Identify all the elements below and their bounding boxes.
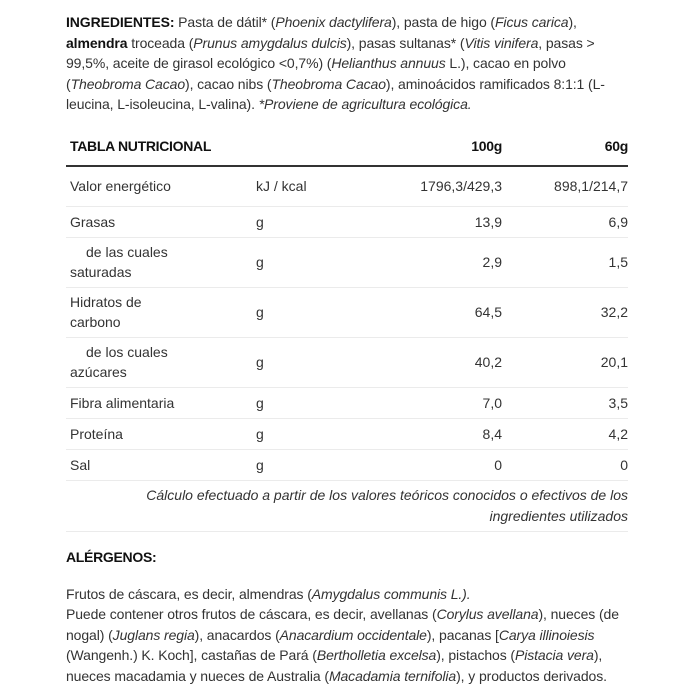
- nutrient-name: Proteína: [66, 418, 256, 449]
- nutrient-name-line2: carbono: [70, 314, 121, 330]
- text-segment: ),: [568, 14, 577, 30]
- value-60g: 32,2: [502, 287, 628, 337]
- table-note-row: [66, 480, 628, 531]
- nutrient-unit: g: [256, 387, 376, 418]
- scientific-name: Anacardium occidentale: [279, 626, 427, 643]
- text-segment: troceada (: [127, 34, 194, 51]
- nutrient-unit: g: [256, 237, 376, 287]
- nutrient-unit: kJ / kcal: [256, 166, 376, 207]
- nutrient-name: Grasas: [66, 206, 256, 237]
- scientific-name: Vitis vinifera: [464, 34, 539, 51]
- table-row-energy: [66, 166, 628, 207]
- value-100g: 40,2: [376, 337, 502, 387]
- scientific-name: Prunus amygdalus dulcis: [193, 34, 347, 51]
- nutrition-table: [66, 129, 628, 532]
- nutrient-name-line1: de las cuales: [86, 244, 168, 260]
- text-segment: ), cacao nibs (: [185, 75, 272, 92]
- table-row-saturated: [66, 237, 628, 287]
- nutrient-name: [66, 337, 256, 387]
- ingredients-label: INGREDIENTES:: [66, 14, 175, 30]
- nutrient-name: Valor energético: [66, 166, 256, 207]
- value-60g: 20,1: [502, 337, 628, 387]
- table-row-fat: [66, 206, 628, 237]
- text-segment: (Wangenh.) K. Koch], castañas de Pará (: [66, 647, 317, 663]
- nutrient-name: [66, 237, 256, 287]
- scientific-name: Corylus avellana: [436, 606, 539, 622]
- nutrient-unit: g: [256, 449, 376, 480]
- text-segment: ), nueces macadamia y nueces de Australia (: [66, 647, 603, 684]
- allergens-paragraph: [66, 584, 628, 687]
- scientific-name: Pistacia vera: [514, 647, 594, 663]
- nutrition-table-title: TABLA NUTRICIONAL: [66, 129, 376, 166]
- calculation-note: Cálculo efectuado a partir de los valores teóricos conocidos o efectivos de los ingredientes utilizados: [66, 480, 628, 531]
- text-segment: ), y productos derivados.: [456, 667, 607, 684]
- allergen-highlight: almendra: [66, 34, 128, 51]
- scientific-name: Juglans regia: [112, 626, 195, 643]
- scientific-name: Ficus carica: [494, 14, 569, 30]
- scientific-name: *Proviene de agricultura ecológica.: [258, 96, 472, 112]
- value-100g: 7,0: [376, 387, 502, 418]
- value-60g: 6,9: [502, 206, 628, 237]
- nutrient-unit: g: [256, 337, 376, 387]
- nutrient-name: Sal: [66, 449, 256, 480]
- value-100g: 8,4: [376, 418, 502, 449]
- value-60g: 3,5: [502, 387, 628, 418]
- value-60g: 1,5: [502, 237, 628, 287]
- nutrient-name-line1: de los cuales: [86, 344, 168, 360]
- text-segment: ), pacanas [: [426, 626, 499, 643]
- nutrition-table-header: [66, 129, 628, 166]
- product-info: [66, 12, 628, 686]
- ingredients-paragraph: [66, 12, 628, 115]
- scientific-name: Carya illinoiesis: [498, 626, 595, 643]
- scientific-name: Phoenix dactylifera: [275, 14, 392, 30]
- nutrient-unit: g: [256, 206, 376, 237]
- scientific-name: Theobroma Cacao: [271, 75, 386, 92]
- text-segment: ), nueces (de nogal) (: [66, 606, 619, 643]
- text-segment: L.), cacao en polvo (: [66, 55, 566, 92]
- nutrient-name: Fibra alimentaria: [66, 387, 256, 418]
- column-100g-header: 100g: [376, 129, 502, 166]
- text-segment: , pasas > 99,5%, aceite de girasol ecológico <0,7%) (: [66, 34, 595, 71]
- value-100g: 64,5: [376, 287, 502, 337]
- table-row-fiber: [66, 387, 628, 418]
- table-row-protein: [66, 418, 628, 449]
- value-100g: 13,9: [376, 206, 502, 237]
- nutrient-name-line1: Hidratos de: [70, 294, 142, 310]
- value-100g: 0: [376, 449, 502, 480]
- table-row-sugars: [66, 337, 628, 387]
- nutrient-unit: g: [256, 287, 376, 337]
- text-segment: Pasta de dátil* (: [174, 14, 276, 30]
- value-60g: 0: [502, 449, 628, 480]
- scientific-name: Theobroma Cacao: [70, 75, 186, 92]
- nutrient-name-line2: azúcares: [70, 364, 127, 380]
- nutrient-name: [66, 287, 256, 337]
- scientific-name: Helianthus annuus: [331, 55, 446, 71]
- text-segment: Frutos de cáscara, es decir, almendras (: [66, 585, 312, 602]
- table-row-carbohydrates: [66, 287, 628, 337]
- allergens-title: ALÉRGENOS:: [66, 548, 157, 565]
- column-60g-header: 60g: [502, 129, 628, 166]
- scientific-name: Amygdalus communis L.).: [311, 585, 471, 602]
- scientific-name: Bertholletia excelsa: [316, 647, 437, 663]
- text-segment: ), pasta de higo (: [391, 14, 495, 30]
- nutrient-unit: g: [256, 418, 376, 449]
- value-60g: 4,2: [502, 418, 628, 449]
- scientific-name: Macadamia ternifolia: [328, 667, 457, 684]
- value-100g: 1796,3/429,3: [376, 166, 502, 207]
- value-100g: 2,9: [376, 237, 502, 287]
- table-row-salt: [66, 449, 628, 480]
- text-segment: ), anacardos (: [194, 626, 280, 643]
- text-segment: ), pistachos (: [436, 647, 515, 663]
- text-segment: ), aminoácidos ramificados 8:1:1 (L-leucina, L-isoleucina, L-valina).: [66, 75, 605, 112]
- text-segment: ), pasas sultanas* (: [346, 34, 465, 51]
- nutrient-name-line2: saturadas: [70, 264, 132, 280]
- value-60g: 898,1/214,7: [502, 166, 628, 207]
- text-segment: Puede contener otros frutos de cáscara, es decir, avellanas (: [66, 606, 437, 622]
